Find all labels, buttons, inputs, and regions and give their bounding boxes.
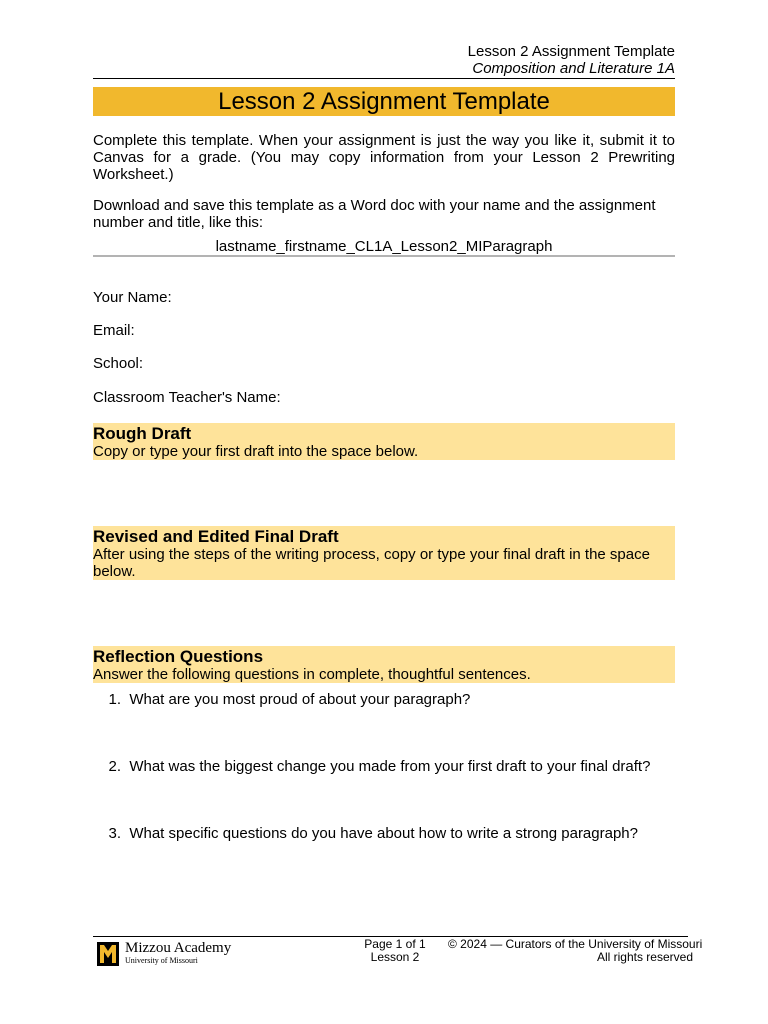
field-school[interactable]: School:: [93, 355, 144, 372]
section-title: Rough Draft: [93, 424, 192, 443]
intro-paragraph-2: Download and save this template as a Word doc with your name and the assignment number and title, like this:: [93, 197, 656, 231]
question-text: What are you most proud of about your paragraph?: [129, 691, 471, 708]
section-title: Reflection Questions: [93, 647, 264, 666]
field-your-name[interactable]: Your Name:: [93, 289, 172, 306]
intro-paragraph-1: Complete this template. When your assignment is just the way you like it, submit it to Canvas for a grade. (You may copy information from your Lesson 2 Prewriting Worksheet.): [93, 132, 675, 183]
section-final-draft: [93, 526, 675, 580]
page-number: Page 1 of 1: [364, 937, 426, 951]
page-title: Lesson 2 Assignment Template: [93, 87, 675, 116]
section-description: After using the steps of the writing process, copy or type your final draft in the space below.: [93, 546, 650, 580]
question-number: 3.: [108, 825, 121, 842]
question-item: [93, 758, 675, 775]
question-number: 1.: [108, 691, 121, 708]
footer-page-info: [345, 938, 445, 964]
field-teacher-name[interactable]: Classroom Teacher's Name:: [93, 389, 281, 406]
field-email[interactable]: Email:: [93, 322, 135, 339]
intro-divider: [93, 255, 675, 257]
page-header: [468, 43, 675, 77]
copyright-text: © 2024 — Curators of the University of Missouri: [448, 937, 703, 951]
logo-subtitle: University of Missouri: [125, 956, 198, 965]
mizzou-logo: [97, 940, 237, 968]
section-description: Copy or type your first draft into the space below.: [93, 443, 419, 460]
question-number: 2.: [108, 758, 121, 775]
filename-example: lastname_firstname_CL1A_Lesson2_MIParagraph: [215, 238, 553, 255]
question-item: [93, 825, 675, 842]
question-text: What specific questions do you have about how to write a strong paragraph?: [129, 825, 638, 842]
header-title: Lesson 2 Assignment Template: [467, 43, 675, 60]
question-item: [93, 691, 675, 708]
section-reflection: [93, 646, 675, 683]
section-description: Answer the following questions in complete, thoughtful sentences.: [93, 666, 531, 683]
document-page: [93, 0, 703, 1024]
footer-lesson: Lesson 2: [370, 950, 420, 964]
section-rough-draft: [93, 423, 675, 460]
rights-text: All rights reserved: [596, 950, 693, 964]
header-course: Composition and Literature 1A: [472, 60, 675, 77]
footer-copyright: [448, 937, 703, 964]
question-text: What was the biggest change you made from your first draft to your final draft?: [129, 758, 651, 775]
section-title: Revised and Edited Final Draft: [93, 527, 339, 546]
logo-name: Mizzou Academy: [125, 940, 232, 956]
header-divider: [93, 78, 675, 79]
mizzou-tiger-m-icon: [97, 942, 119, 966]
